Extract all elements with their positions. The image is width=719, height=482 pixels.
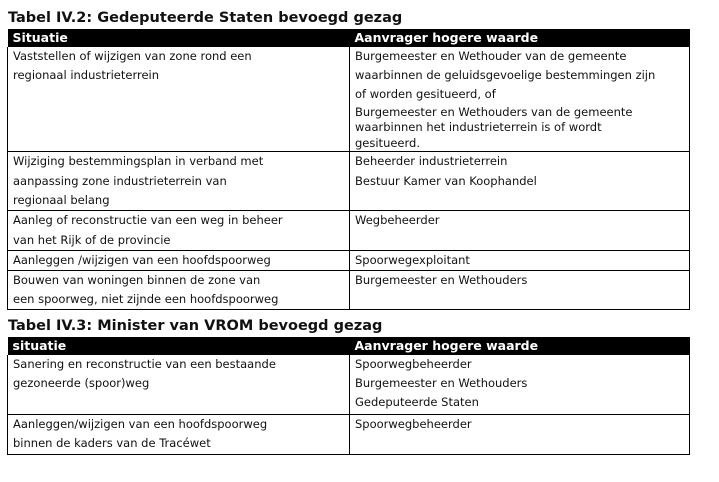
cell-line: Gedeputeerde Staten: [355, 395, 479, 410]
aanvrager-cell: [350, 250, 690, 270]
cell-line: Burgemeester en Wethouders: [355, 273, 528, 287]
cell-line: Wijziging bestemmingsplan in verband met: [13, 154, 264, 169]
cell-line: Burgemeester en Wethouder van de gemeente: [355, 49, 627, 63]
aanvrager-cell: [350, 271, 690, 310]
aanvrager-cell: [350, 152, 690, 211]
cell-line: Aanleg of reconstructie van een weg in beheer: [13, 213, 283, 228]
column-header-aanvrager: Aanvrager hogere waarde: [350, 29, 690, 47]
cell-line: van het Rijk of de provincie: [13, 232, 171, 247]
cell-line: een spoorweg, niet zijnde een hoofdspoorweg: [13, 292, 279, 307]
column-header-aanvrager: Aanvrager hogere waarde: [350, 337, 690, 355]
situatie-cell: [8, 47, 350, 152]
cell-line: Spoorwegbeheerder: [355, 416, 472, 431]
aanvrager-cell: [350, 211, 690, 250]
table-row: [8, 355, 690, 414]
table-row: [8, 211, 690, 250]
aanvrager-cell: [350, 414, 690, 454]
cell-line: binnen de kaders van de Tracéwet: [13, 435, 211, 450]
cell-line: Sanering en reconstructie van een bestaande: [13, 357, 276, 371]
situatie-cell: [8, 250, 350, 270]
situatie-cell: [8, 414, 350, 454]
cell-line: Burgemeester en Wethouders: [355, 376, 528, 391]
situatie-cell: [8, 355, 350, 414]
cell-line: Bouwen van woningen binnen de zone van: [13, 273, 261, 287]
cell-line: regionaal industrieterrein: [13, 68, 160, 83]
table-iv3: [7, 337, 690, 455]
cell-line: Vaststellen of wijzigen van zone rond een: [13, 49, 252, 63]
aanvrager-cell: [350, 355, 690, 414]
cell-line: gezoneerde (spoor)weg: [13, 376, 150, 391]
cell-line: waarbinnen de geluidsgevoelige bestemmingen zijn: [355, 68, 656, 83]
cell-line: Spoorwegbeheerder: [355, 357, 472, 371]
cell-line: Beheerder industrieterrein: [355, 154, 508, 169]
table-iv2-title: Tabel IV.2: Gedeputeerde Staten bevoegd gezag: [8, 10, 403, 26]
table-header-row: [8, 337, 690, 355]
cell-line: of worden gesitueerd, of: [355, 87, 496, 102]
cell-line: Spoorwegexploitant: [355, 252, 470, 267]
column-header-situatie: situatie: [8, 337, 350, 355]
column-header-situatie: Situatie: [8, 29, 350, 47]
cell-line: gesitueerd.: [355, 135, 420, 150]
table-row: [8, 250, 690, 270]
table-row: [8, 271, 690, 310]
cell-line: Aanleggen /wijzigen van een hoofdspoorweg: [13, 252, 271, 267]
table-row: [8, 414, 690, 454]
table-iv3-title: Tabel IV.3: Minister van VROM bevoegd gezag: [8, 318, 383, 334]
cell-line: Wegbeheerder: [355, 213, 440, 228]
situatie-cell: [8, 152, 350, 211]
cell-line: aanpassing zone industrieterrein van: [13, 173, 227, 188]
table-header-row: [8, 29, 690, 47]
aanvrager-cell: [350, 47, 690, 152]
situatie-cell: [8, 271, 350, 310]
cell-line: waarbinnen het industrieterrein is of wordt: [355, 120, 602, 135]
cell-line: Burgemeester en Wethouders van de gemeente: [355, 104, 633, 119]
cell-line: regionaal belang: [13, 192, 110, 207]
table-iv2: [7, 29, 690, 310]
table-row: [8, 47, 690, 152]
cell-line: Bestuur Kamer van Koophandel: [355, 173, 537, 188]
table-row: [8, 152, 690, 211]
cell-line: Aanleggen/wijzigen van een hoofdspoorweg: [13, 416, 268, 431]
situatie-cell: [8, 211, 350, 250]
